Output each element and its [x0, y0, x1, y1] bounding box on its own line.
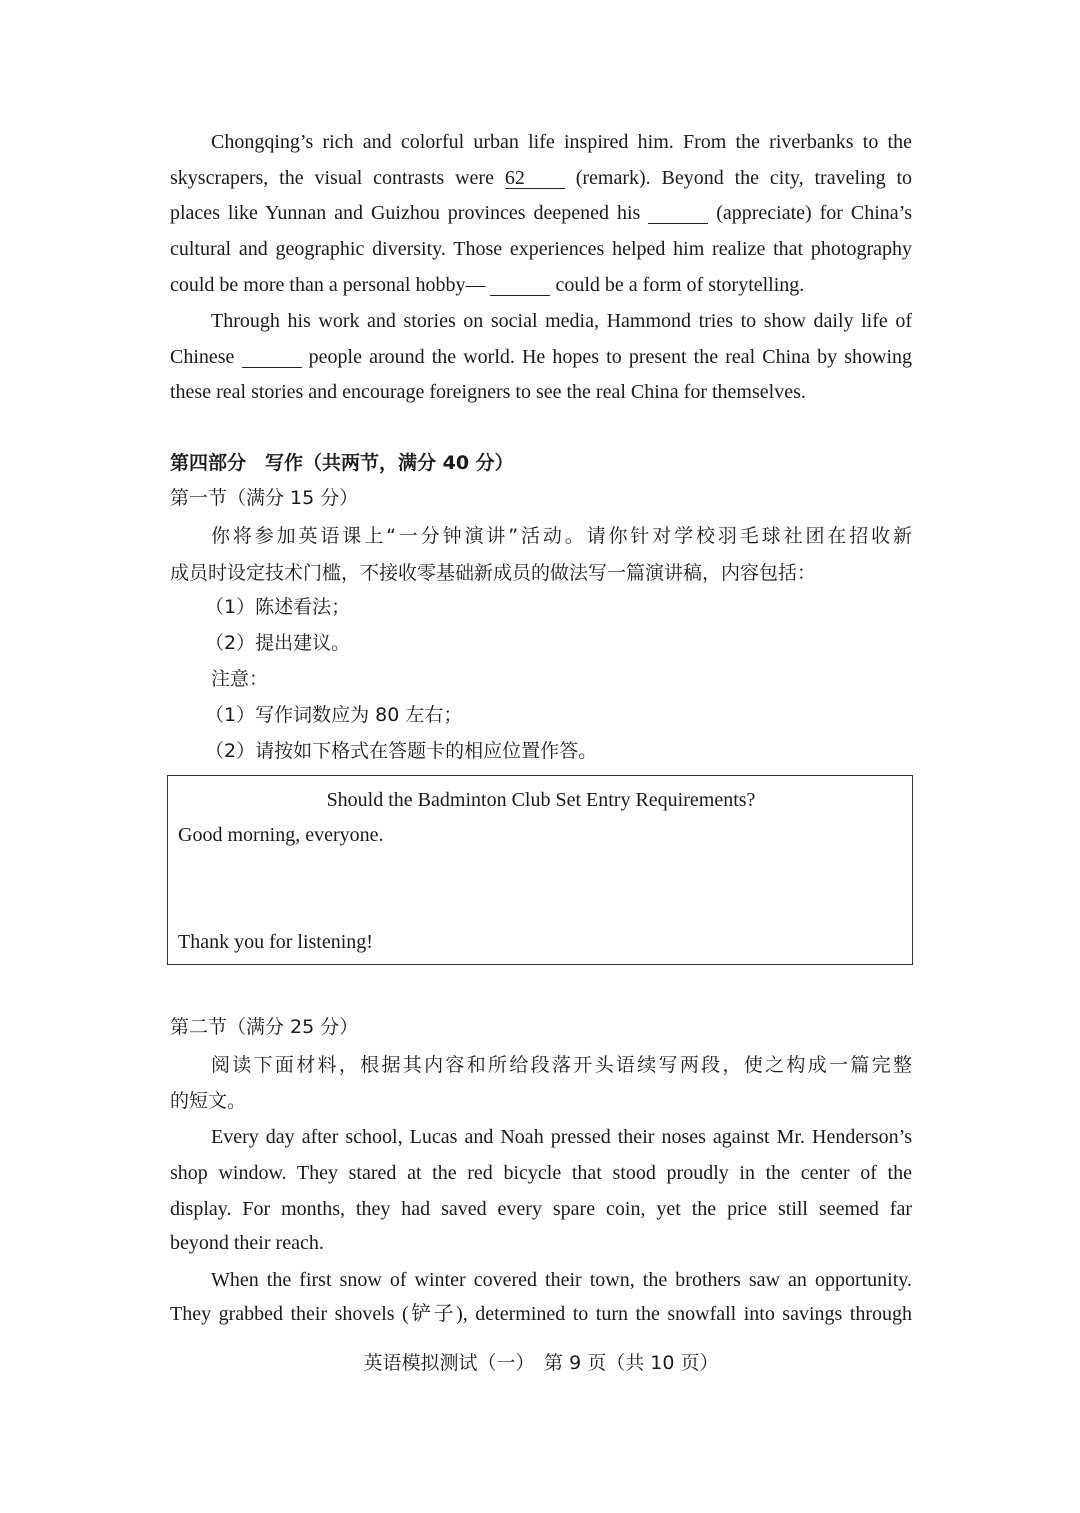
- blank: [242, 347, 302, 368]
- text-line: shop window. They stared at the red bicycle that stood proudly in the center of the: [170, 1162, 912, 1184]
- blank: [490, 275, 550, 296]
- prompt-line: 你将参加英语课上“一分钟演讲”活动。请你针对学校羽毛球社团在招收新: [211, 525, 912, 547]
- text: (remark). Beyond the city, traveling to: [575, 167, 912, 189]
- blank: [648, 203, 708, 224]
- text: skyscrapers, the visual contrasts were: [170, 167, 494, 189]
- prompt-line: 的短文。: [170, 1090, 247, 1112]
- text-line: [170, 273, 912, 297]
- text: Chinese: [170, 346, 235, 368]
- text-line: They grabbed their shovels (铲子), determined to turn the snowfall into savings through: [170, 1303, 912, 1325]
- speech-closing: Thank you for listening!: [178, 931, 373, 953]
- text-line: Every day after school, Lucas and Noah pressed their noses against Mr. Henderson’s: [211, 1126, 912, 1148]
- prompt-line: 成员时设定技术门槛，不接收零基础新成员的做法写一篇演讲稿，内容包括：: [170, 562, 817, 584]
- text: people around the world. He hopes to present the real China by showing: [308, 346, 913, 368]
- note-item: （2）请按如下格式在答题卡的相应位置作答。: [205, 740, 598, 762]
- page-footer: 英语模拟测试（一） 第 9 页（共 10 页）: [363, 1352, 719, 1374]
- note-item: （1）写作词数应为 80 左右；: [205, 704, 463, 726]
- speech-opening: Good morning, everyone.: [178, 824, 384, 846]
- part-heading: 第四部分 写作（共两节，满分 40 分）: [170, 452, 514, 474]
- section2-heading: 第二节（满分 25 分）: [170, 1016, 359, 1038]
- section1-heading: 第一节（满分 15 分）: [170, 487, 359, 509]
- text-line: [170, 345, 912, 369]
- text-line: cultural and geographic diversity. Those experiences helped him realize that photography: [170, 238, 912, 260]
- text: could be a form of storytelling.: [555, 274, 805, 296]
- text: (appreciate) for China’s: [716, 202, 913, 224]
- answer-format-box: [167, 775, 913, 965]
- content-item: （2）提出建议。: [205, 632, 351, 654]
- text-line: these real stories and encourage foreigners to see the real China for themselves.: [170, 381, 806, 403]
- text-line: When the first snow of winter covered their town, the brothers saw an opportunity.: [211, 1269, 912, 1291]
- text-line: Chongqing’s rich and colorful urban life inspired him. From the riverbanks to the: [211, 131, 912, 153]
- text-line: [170, 166, 912, 190]
- blank-62: 62: [505, 168, 565, 189]
- speech-title: Should the Badminton Club Set Entry Requirements?: [326, 789, 756, 811]
- text-line: beyond their reach.: [170, 1232, 324, 1254]
- text: places like Yunnan and Guizhou provinces deepened his: [170, 202, 641, 224]
- prompt-line: 阅读下面材料，根据其内容和所给段落开头语续写两段，使之构成一篇完整: [211, 1054, 912, 1076]
- text-line: Through his work and stories on social media, Hammond tries to show daily life of: [211, 310, 912, 332]
- note-label: 注意：: [211, 668, 269, 690]
- text: could be more than a personal hobby—: [170, 274, 486, 296]
- text-line: [170, 201, 912, 225]
- text-line: display. For months, they had saved every spare coin, yet the price still seemed far: [170, 1198, 912, 1220]
- content-item: （1）陈述看法；: [205, 596, 351, 618]
